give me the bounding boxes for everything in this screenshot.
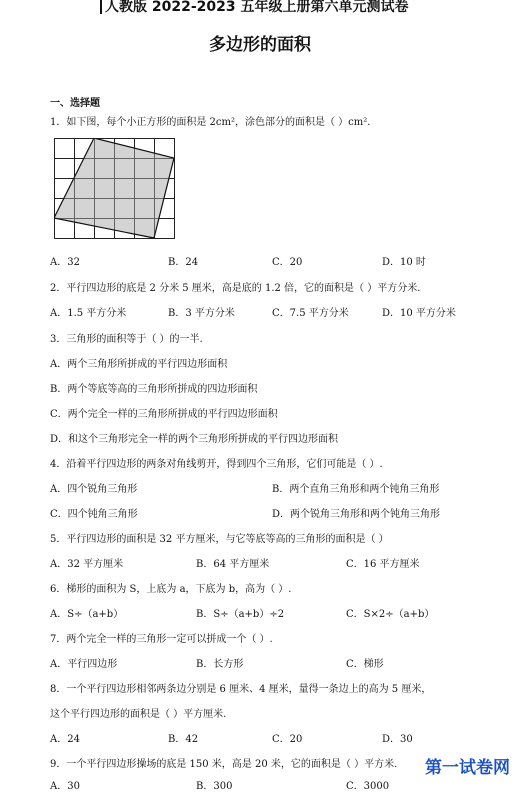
question-9: 9．一个平行四边形操场的底是 150 米，高是 20 米，它的面积是（ ）平方米. — [50, 759, 398, 770]
q7-option-a: A．平行四边形 — [50, 659, 118, 670]
q1-option-c: C．20 — [272, 257, 303, 268]
q8-option-d: D．30 — [382, 734, 413, 745]
q8-option-c: C．20 — [272, 734, 303, 745]
question-1: 1．如下图，每个小正方形的面积是 2cm²，涂色部分的面积是（ ）cm²． — [50, 117, 378, 128]
page-title: 多边形的面积 — [209, 35, 311, 55]
question-4: 4．沿着平行四边形的两条对角线剪开，得到四个三角形，它们可能是（ ）. — [50, 459, 383, 470]
q6-option-c: C．S×2÷（a+b） — [346, 609, 435, 620]
q1-option-b: B．24 — [168, 257, 199, 268]
q6-option-a: A．S÷（a+b） — [50, 609, 124, 620]
q4-option-a: A．四个锐角三角形 — [50, 484, 138, 495]
q4-option-d: D．两个锐角三角形和两个钝角三角形 — [272, 509, 441, 520]
q4-option-b: B．两个直角三角形和两个钝角三角形 — [272, 484, 440, 495]
q8-option-a: A．24 — [50, 734, 80, 745]
question-8-cont: 这个平行四边形的面积是（ ）平方厘米. — [50, 709, 227, 720]
q5-option-b: B．64 平方厘米 — [196, 559, 270, 570]
q6-option-b: B．S÷（a+b）÷2 — [196, 609, 285, 620]
q1-option-d: D．10 时 — [382, 257, 426, 268]
watermark-logo: 第一试卷网 — [425, 758, 510, 778]
question-2: 2．平行四边形的底是 2 分米 5 厘米，高是底的 1.2 倍，它的面积是（ ）平方分米. — [50, 283, 421, 294]
section-heading: 一、选择题 — [50, 98, 100, 109]
question-6: 6．梯形的面积为 S，上底为 a，下底为 b，高为（ ）. — [50, 584, 292, 595]
q1-option-a: A．32 — [50, 257, 80, 268]
exam-header: 人教版 2022-2023 五年级上册第六单元测试卷 — [100, 0, 409, 14]
q9-option-c: C．3000 — [346, 781, 390, 792]
q3-option-a: A．两个三角形所拼成的平行四边形面积 — [50, 359, 228, 370]
question-8: 8．一个平行四边形相邻两条边分别是 6 厘米、4 厘米，量得一条边上的高为 5 厘米， — [50, 684, 432, 695]
q9-option-b: B．300 — [196, 781, 233, 792]
q2-option-b: B．3 平方分米 — [168, 308, 235, 319]
q8-option-b: B．42 — [168, 734, 199, 745]
q3-option-b: B．两个等底等高的三角形所拼成的四边形面积 — [50, 384, 258, 395]
q2-option-c: C．7.5 平方分米 — [272, 308, 349, 319]
question-3: 3．三角形的面积等于（ ）的一半. — [50, 334, 203, 345]
q2-option-a: A．1.5 平方分米 — [50, 308, 127, 319]
question-7: 7．两个完全一样的三角形一定可以拼成一个（ ）. — [50, 634, 273, 645]
q3-option-d: D．和这个三角形完全一样的两个三角形所拼成的平行四边形面积 — [50, 434, 339, 445]
q7-option-c: C．梯形 — [346, 659, 384, 670]
question-5: 5．平行四边形的面积是 32 平方厘米，与它等底等高的三角形的面积是（ ） — [50, 534, 389, 545]
grid-figure — [54, 138, 178, 242]
q5-option-c: C．16 平方厘米 — [346, 559, 420, 570]
q2-option-d: D．10 平方分米 — [382, 308, 456, 319]
q3-option-c: C．两个完全一样的三角形所拼成的平行四边形面积 — [50, 409, 278, 420]
q9-option-a: A．30 — [50, 781, 80, 792]
q5-option-a: A．32 平方厘米 — [50, 559, 124, 570]
q4-option-c: C．四个钝角三角形 — [50, 509, 138, 520]
q7-option-b: B．长方形 — [196, 659, 244, 670]
